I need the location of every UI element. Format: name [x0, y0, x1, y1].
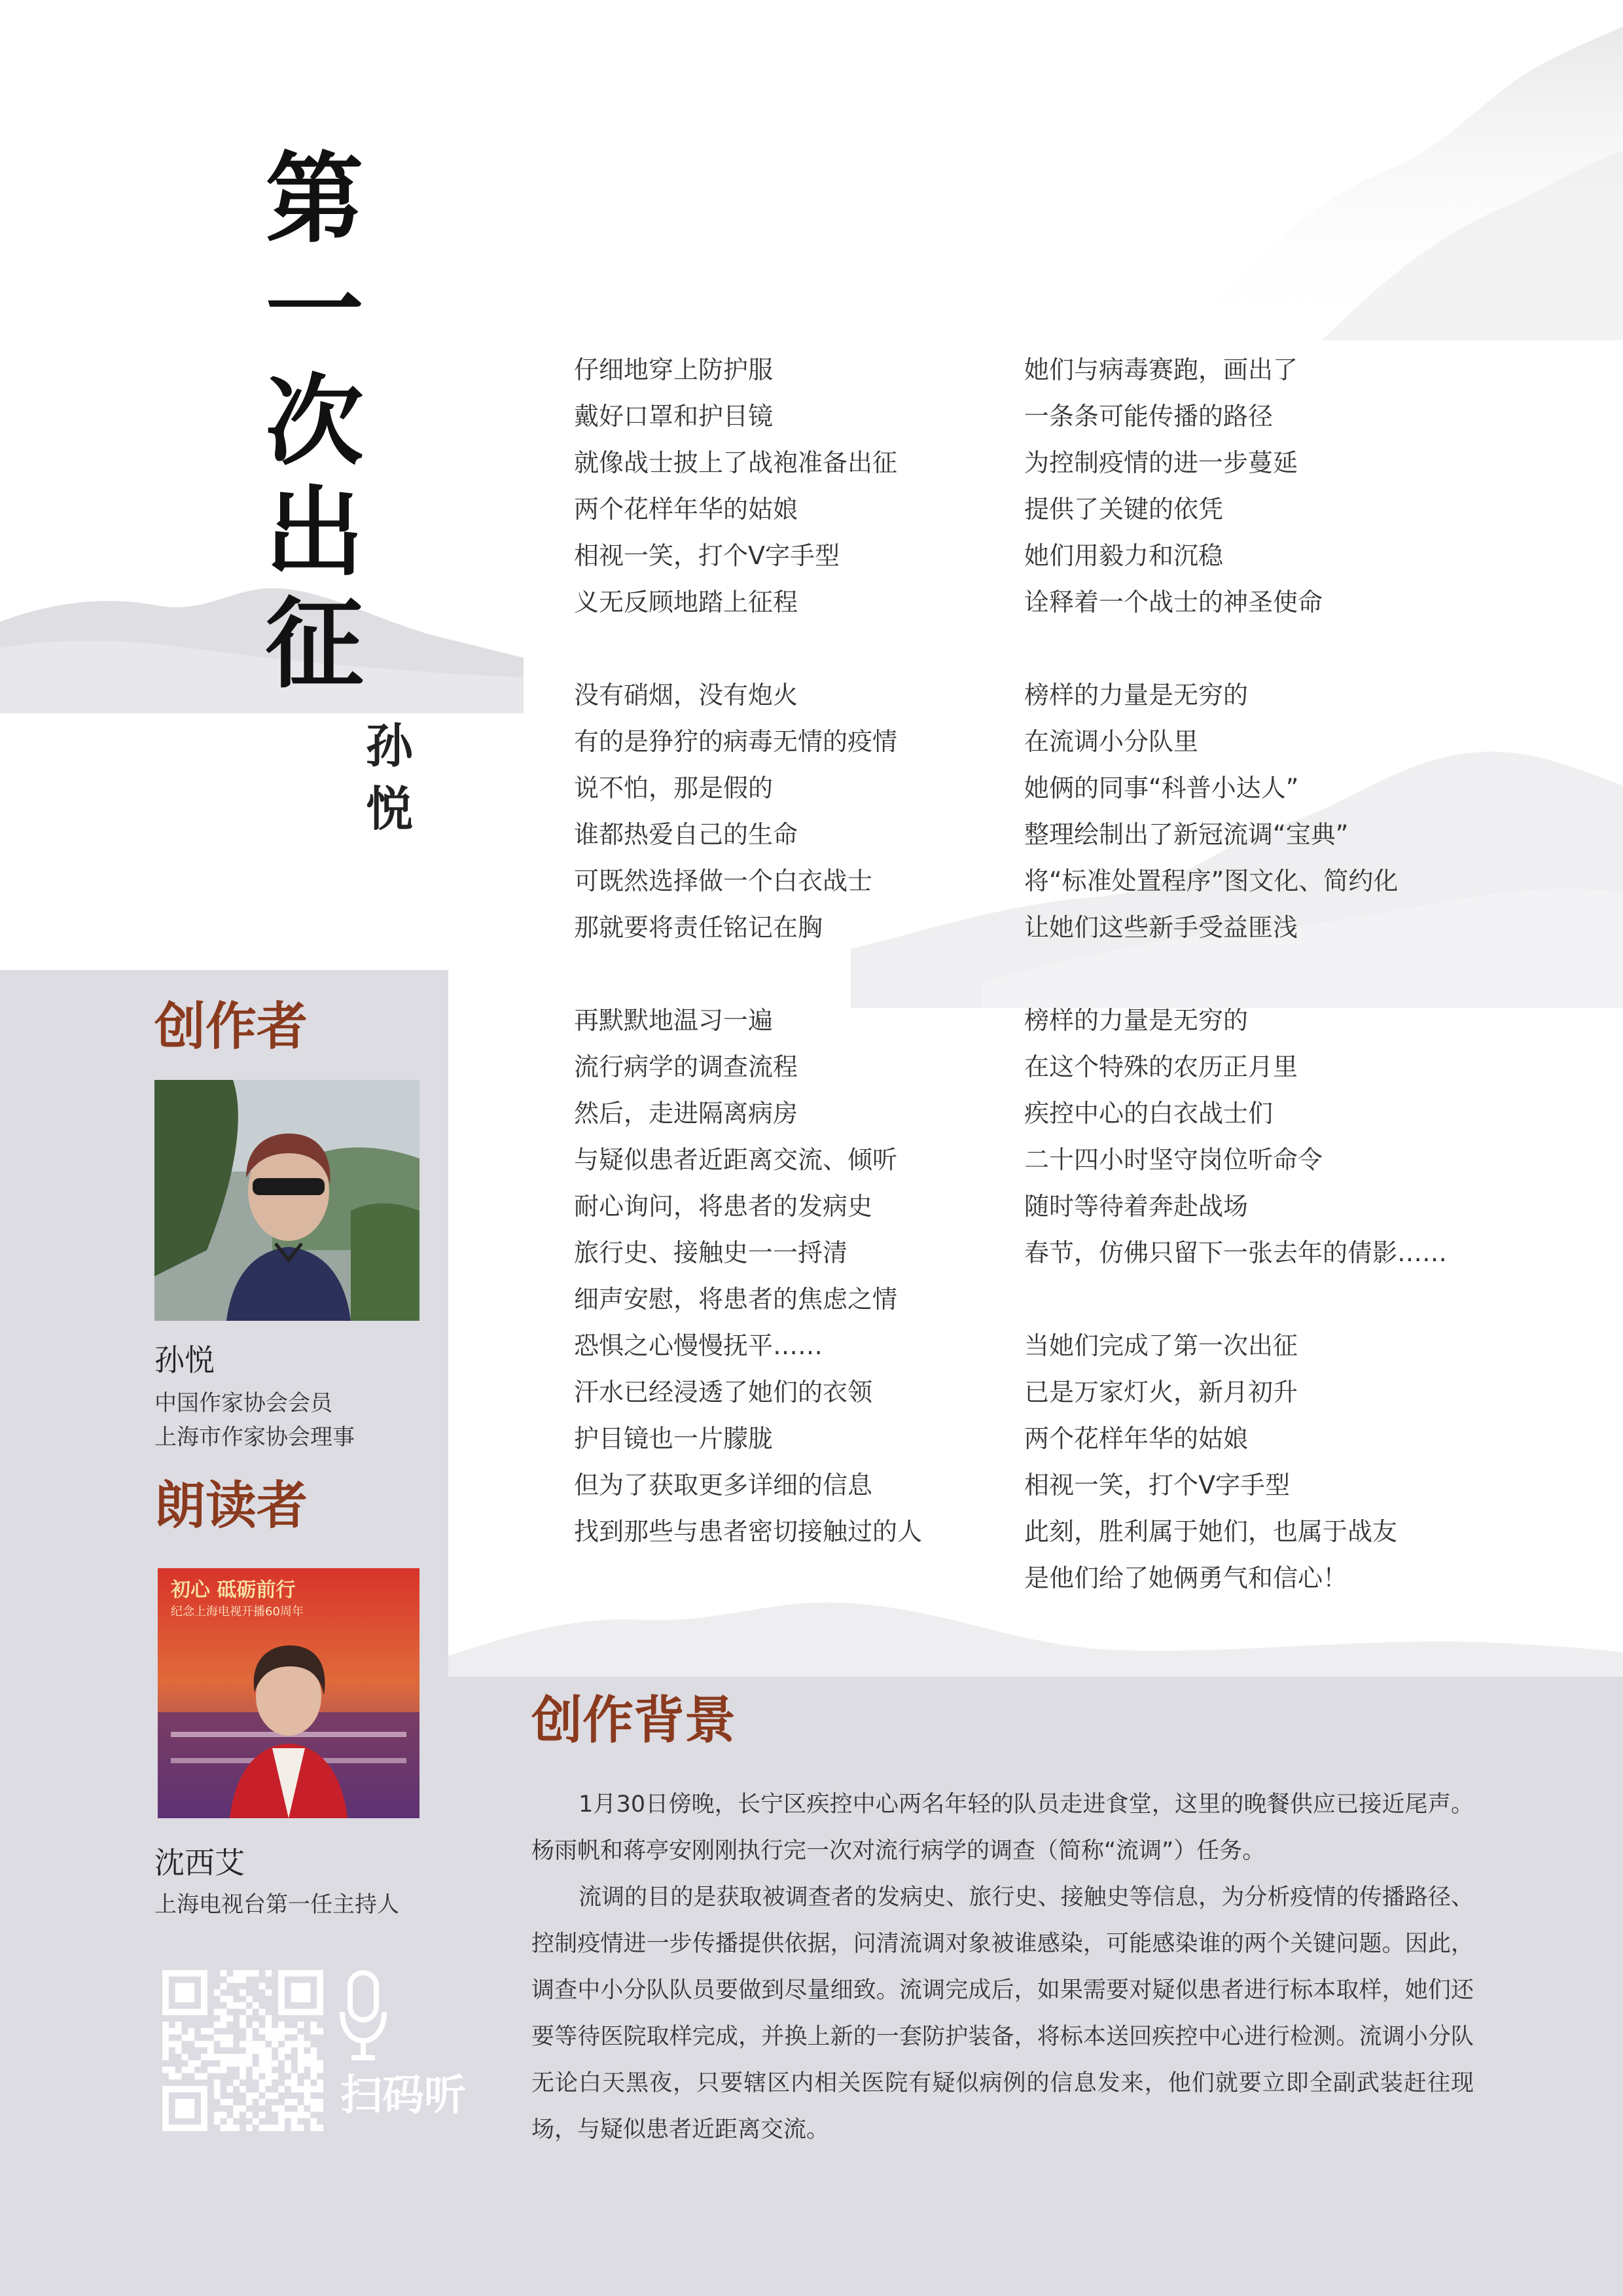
reader-photo-banner: 初心 砥砺前行	[171, 1579, 296, 1602]
creator-name: 孙悦	[154, 1342, 215, 1378]
title-char: 第	[265, 143, 364, 257]
poem-line: 有的是狰狞的病毒无情的疫情	[574, 727, 898, 756]
poem-line: 谁都热爱自己的生命	[574, 820, 798, 849]
poem-line: 将“标准处置程序”图文化、简约化	[1024, 867, 1399, 895]
reader-photo	[158, 1568, 419, 1818]
poem-line: 在流调小分队里	[1024, 727, 1199, 756]
poem-line: 已是万家灯火，新月初升	[1024, 1378, 1298, 1407]
poem-stanza	[574, 347, 1006, 626]
poem-line: 榜样的力量是无穷的	[1024, 681, 1249, 709]
ink-mountains-top-right	[982, 0, 1623, 340]
poem-line: 她俩的同事“科普小达人”	[1024, 774, 1299, 802]
background-paragraph: 1月30日傍晚，长宁区疾控中心两名年轻的队员走进食堂，这里的晚餐供应已接近尾声。杨雨帆和蒋亭安刚刚执行完一次对流行病学的调查（简称“流调”）任务。	[531, 1791, 1474, 1864]
poem-author	[357, 715, 422, 840]
background-text	[531, 1782, 1474, 2153]
poem-line: 可既然选择做一个白衣战士	[574, 867, 873, 895]
scan-to-listen-label[interactable]: 扫码听	[340, 2072, 466, 2120]
poem-line: 整理绘制出了新冠流调“宝典”	[1024, 820, 1349, 849]
poem-line: 说不怕，那是假的	[574, 774, 774, 802]
poem-line: 在这个特殊的农历正月里	[1024, 1052, 1298, 1081]
poem-line: 让她们这些新手受益匪浅	[1024, 913, 1298, 942]
poem-line: 恐惧之心慢慢抚平……	[574, 1331, 823, 1360]
creator-role: 中国作家协会会员	[154, 1390, 332, 1416]
poem-line: 两个花样年华的姑娘	[574, 495, 798, 524]
poem-title	[260, 144, 368, 700]
poem-line: 提供了关键的依凭	[1024, 495, 1224, 524]
creator-photo	[154, 1080, 419, 1321]
poem-line: 她们与病毒赛跑，画出了	[1024, 355, 1298, 384]
poem-stanza	[1024, 347, 1456, 626]
creator-role: 上海市作家协会理事	[154, 1424, 355, 1450]
poem-line: 二十四小时坚守岗位听命令	[1024, 1145, 1323, 1174]
poem-line: 为控制疫情的进一步蔓延	[1024, 448, 1298, 477]
poem-line: 是他们给了她俩勇气和信心！	[1024, 1564, 1348, 1592]
author-char: 悦	[365, 781, 413, 836]
poem-column-right	[1024, 347, 1456, 1648]
author-char: 孙	[365, 719, 413, 774]
title-char: 一	[265, 254, 364, 368]
poem-line: 那就要将责任铭记在胸	[574, 913, 823, 942]
poem-line: 汗水已经浸透了她们的衣领	[574, 1378, 873, 1407]
microphone-icon	[337, 1970, 389, 2062]
poem-stanza	[574, 997, 1006, 1555]
poem-stanza	[1024, 672, 1456, 951]
poem-line: 榜样的力量是无穷的	[1024, 1006, 1249, 1035]
poem-line: 仔细地穿上防护服	[574, 355, 774, 384]
poem-line: 义无反顾地踏上征程	[574, 588, 798, 617]
poem-line: 护目镜也一片朦胧	[574, 1424, 774, 1453]
poem-line: 但为了获取更多详细的信息	[574, 1471, 873, 1499]
poem-line: 旅行史、接触史一一捋清	[574, 1238, 848, 1267]
poem-line: 流行病学的调查流程	[574, 1052, 798, 1081]
poem-line: 就像战士披上了战袍准备出征	[574, 448, 898, 477]
poem-line: 春节，仿佛只留下一张去年的倩影……	[1024, 1238, 1448, 1267]
poem-line: 诠释着一个战士的神圣使命	[1024, 588, 1323, 617]
poem-line: 一条条可能传播的路径	[1024, 402, 1274, 431]
creator-heading: 创作者	[154, 997, 308, 1056]
poem-stanza	[1024, 1323, 1456, 1602]
poem-line: 相视一笑，打个Ⅴ字手型	[1024, 1471, 1290, 1499]
reader-heading: 朗读者	[154, 1477, 308, 1535]
title-char: 出	[265, 476, 364, 590]
background-paragraph: 流调的目的是获取被调查者的发病史、旅行史、接触史等信息，为分析疫情的传播路径、控制疫情进一步传播提供依据，问清流调对象被谁感染，可能感染谁的两个关键问题。因此，调查中小分队队员要做到尽量细致。流调完成后，如果需要对疑似患者进行标本取样，她们还要等待医院取样完成，并换上新的一套防护装备，将标本送回疾控中心进行检测。流调小分队无论白天黑夜，只要辖区内相关医院有疑似病例的信息发来，他们就要立即全副武装赶往现场，与疑似患者近距离交流。	[531, 1884, 1474, 2143]
poem-line: 找到那些与患者密切接触过的人	[574, 1517, 923, 1546]
reader-photo-subbanner: 纪念上海电视开播60周年	[171, 1605, 304, 1619]
poem-line: 细声安慰，将患者的焦虑之情	[574, 1285, 898, 1314]
poem-stanza	[574, 672, 1006, 951]
title-char: 征	[265, 588, 364, 702]
poem-line: 此刻，胜利属于她们，也属于战友	[1024, 1517, 1398, 1546]
poem-column-left	[574, 347, 1006, 1602]
poem-line: 没有硝烟，没有炮火	[574, 681, 798, 709]
poem-line: 她们用毅力和沉稳	[1024, 541, 1224, 570]
poem-line: 当她们完成了第一次出征	[1024, 1331, 1298, 1360]
poem-line: 与疑似患者近距离交流、倾听	[574, 1145, 898, 1174]
poem-line: 再默默地温习一遍	[574, 1006, 774, 1035]
reader-name: 沈西艾	[154, 1845, 245, 1880]
reader-role: 上海电视台第一任主持人	[154, 1892, 399, 1918]
poem-stanza	[1024, 997, 1456, 1276]
poem-line: 然后，走进隔离病房	[574, 1099, 798, 1128]
poem-line: 相视一笑，打个Ⅴ字手型	[574, 541, 840, 570]
title-char: 次	[265, 365, 364, 479]
poem-line: 耐心询问，将患者的发病史	[574, 1192, 873, 1221]
poem-line: 两个花样年华的姑娘	[1024, 1424, 1249, 1453]
poem-line: 随时等待着奔赴战场	[1024, 1192, 1249, 1221]
background-heading: 创作背景	[531, 1691, 736, 1750]
qr-code[interactable]	[162, 1970, 323, 2131]
poem-line: 疾控中心的白衣战士们	[1024, 1099, 1274, 1128]
poem-line: 戴好口罩和护目镜	[574, 402, 774, 431]
